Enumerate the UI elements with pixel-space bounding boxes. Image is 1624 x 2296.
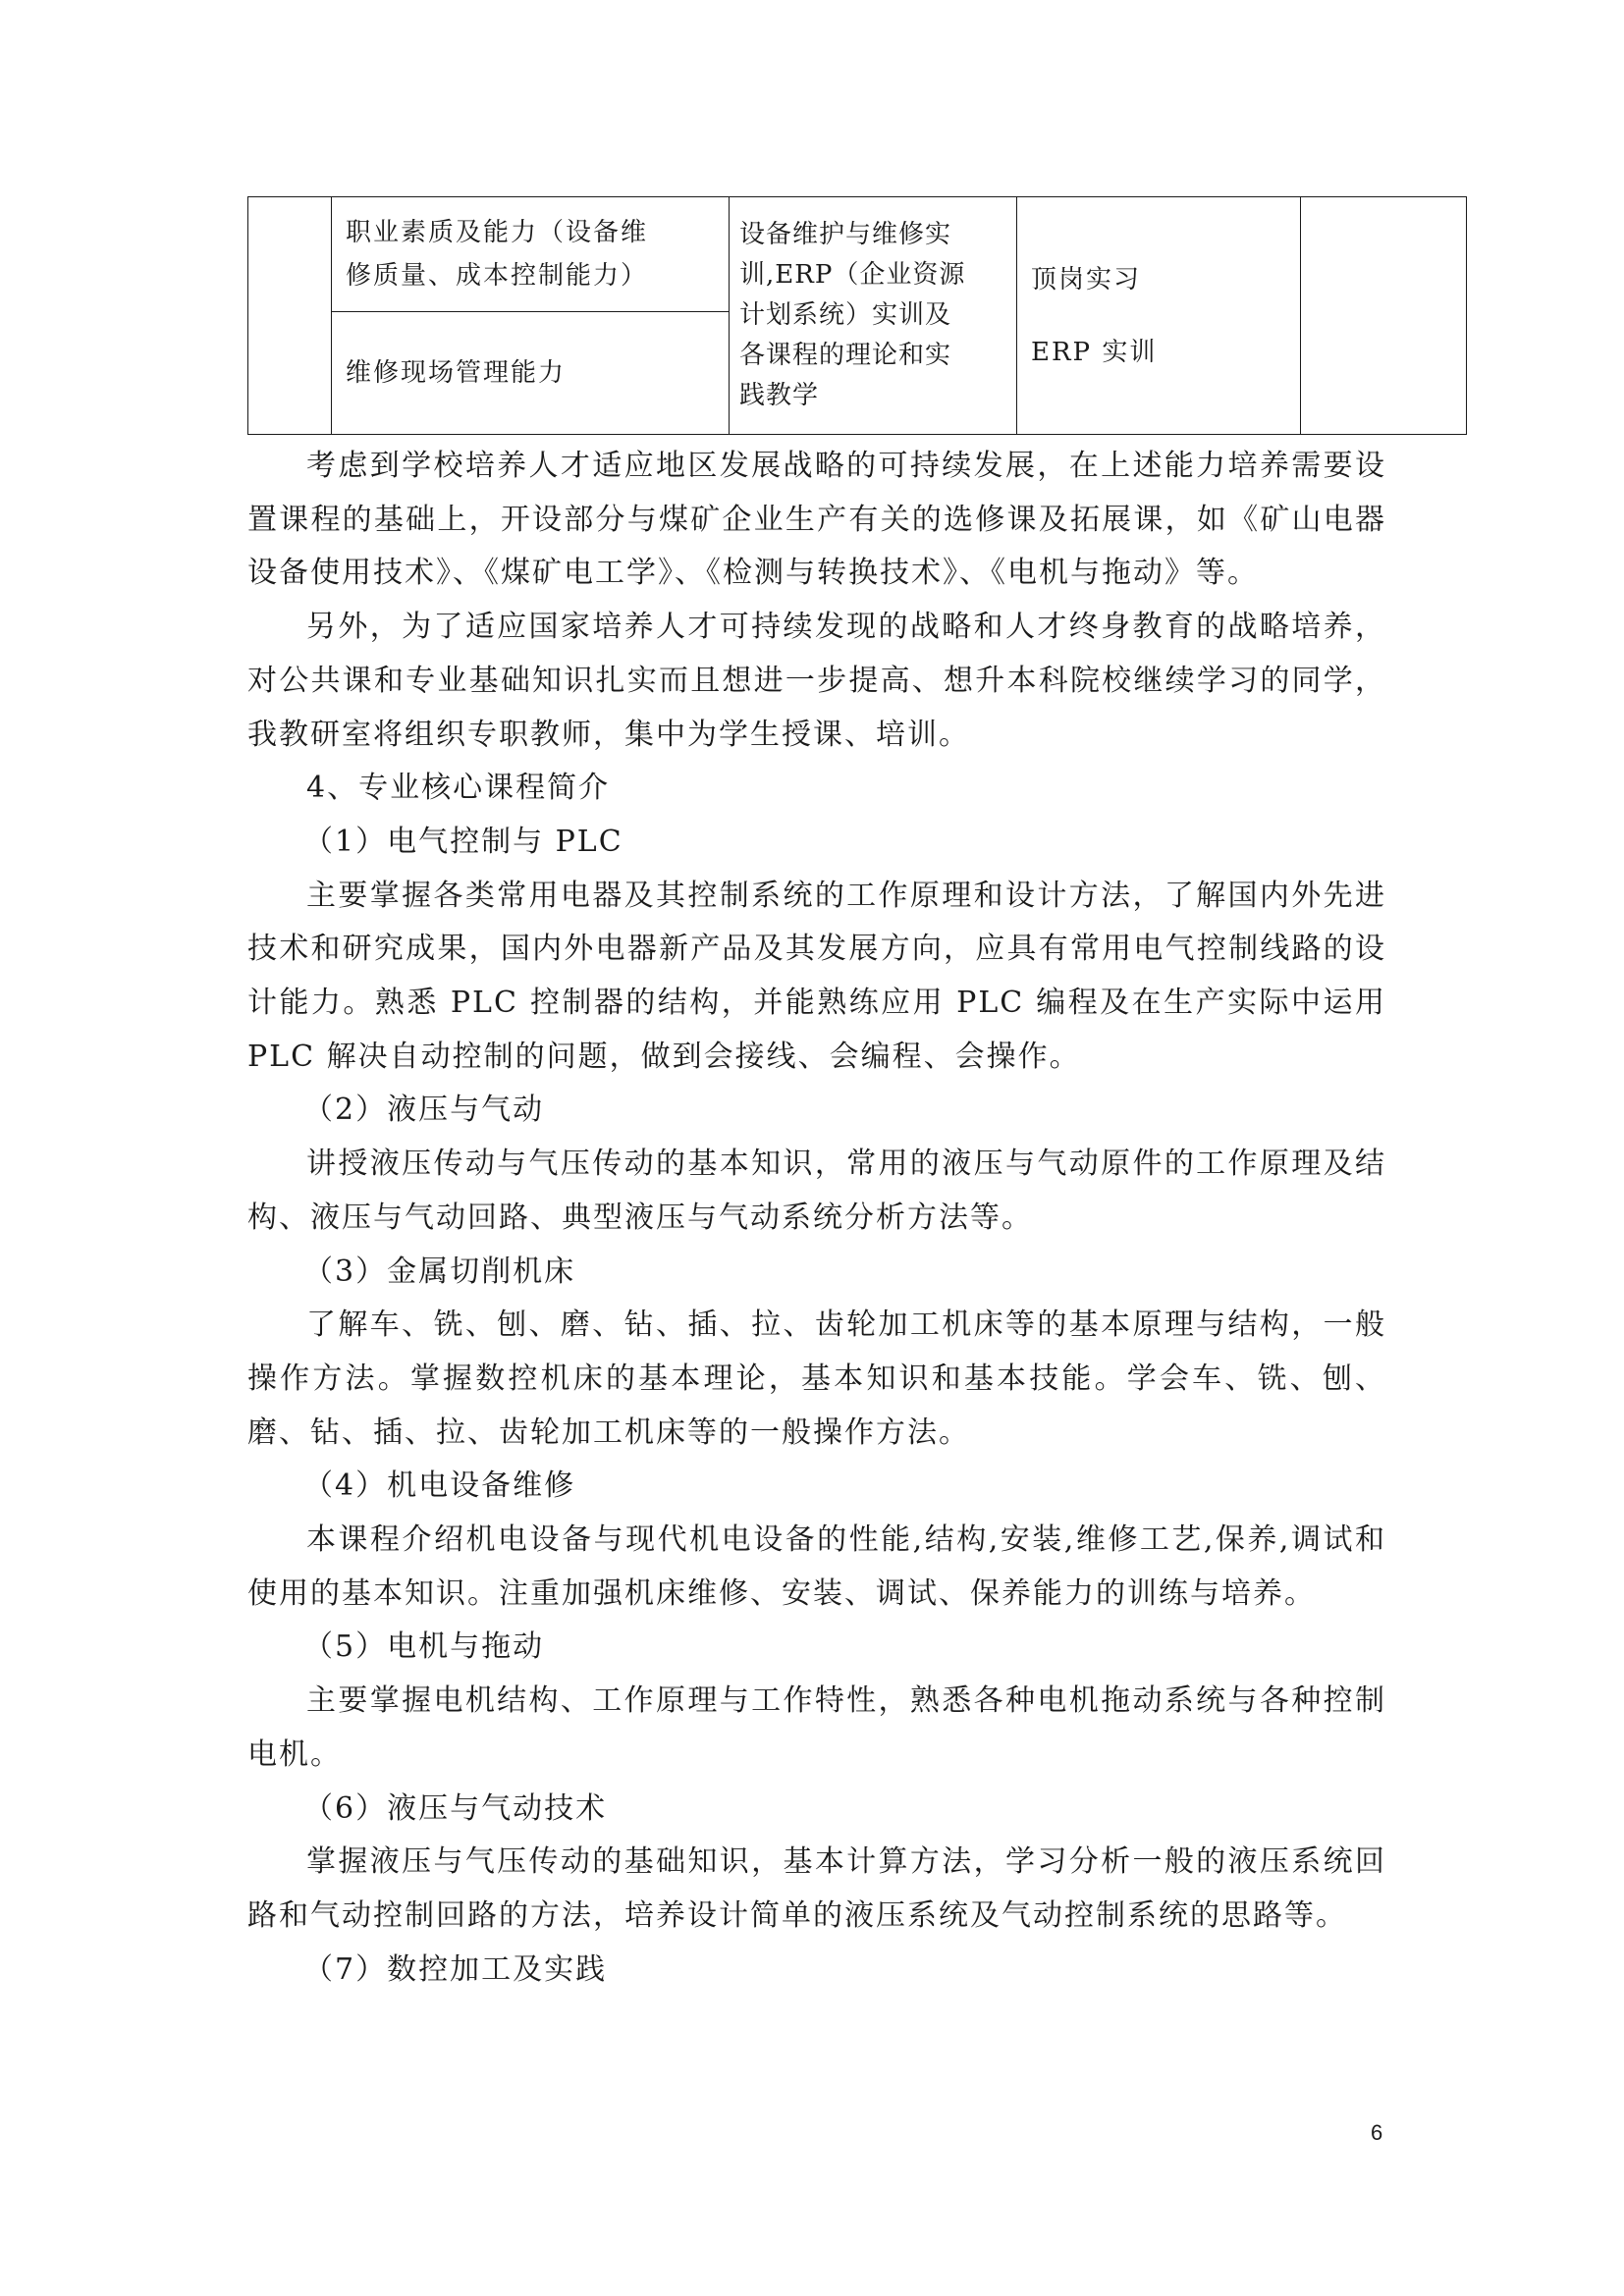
subsection-heading: （1）电气控制与 PLC — [303, 824, 623, 859]
subsection-heading: （3）金属切削机床 — [303, 1254, 576, 1289]
paragraph: 考虑到学校培养人才适应地区发展战略的可持续发展，在上述能力培养需要设置课程的基础上，开设部分与煤矿企业生产有关的选修课及拓展课，如《矿山电器设备使用技术》、《煤矿电工学》、《检测与转换技术》、《电机与拖动》等。 — [247, 449, 1386, 591]
paragraph: 主要掌握各类常用电器及其控制系统的工作原理和设计方法，了解国内外先进技术和研究成果，国内外电器新产品及其发展方向，应具有常用电气控制线路的设计能力。熟悉 PLC 控制器的结构，并能熟练应用 PLC 编程及在生产实际中运用 PLC 解决自动控制的问题，做到会接线、会编程、会操作。 — [247, 878, 1386, 1074]
table-cell-practice — [1017, 197, 1301, 435]
courses-line: 训,ERP（企业资源 — [739, 260, 966, 290]
subsection-heading: （5）电机与拖动 — [303, 1629, 545, 1665]
table-row — [248, 197, 1467, 312]
section-heading: 4、专业核心课程简介 — [306, 771, 611, 806]
body-text — [247, 440, 1386, 1997]
courses-line: 践教学 — [739, 381, 820, 410]
practice-line: ERP 实训 — [1031, 337, 1158, 367]
paragraph: 另外，为了适应国家培养人才可持续发现的战略和人才终身教育的战略培养，对公共课和专业基础知识扎实而且想进一步提高、想升本科院校继续学习的同学，我教研室将组织专职教师，集中为学生授课、培训。 — [247, 610, 1386, 752]
courses-line: 计划系统）实训及 — [739, 300, 952, 330]
paragraph: 掌握液压与气压传动的基础知识，基本计算方法，学习分析一般的液压系统回路和气动控制回路的方法，培养设计简单的液压系统及气动控制系统的思路等。 — [247, 1844, 1386, 1933]
table-cell-blank-left — [248, 197, 332, 435]
ability-line: 修质量、成本控制能力） — [346, 261, 649, 291]
courses-line: 设备维护与维修实 — [739, 220, 952, 249]
table-cell-ability: 维修现场管理能力 — [332, 312, 730, 435]
paragraph: 了解车、铣、刨、磨、钻、插、拉、齿轮加工机床等的基本原理与结构，一般操作方法。掌握数控机床的基本理论，基本知识和基本技能。学会车、铣、刨、磨、钻、插、拉、齿轮加工机床等的一般操作方法。 — [247, 1308, 1386, 1450]
subsection-heading: （6）液压与气动技术 — [303, 1790, 608, 1826]
courses-line: 各课程的理论和实 — [739, 341, 952, 370]
page-number: 6 — [1371, 2120, 1383, 2145]
subsection-heading: （7）数控加工及实践 — [303, 1951, 608, 1987]
ability-course-table — [247, 196, 1467, 435]
paragraph: 本课程介绍机电设备与现代机电设备的性能,结构,安装,维修工艺,保养,调试和使用的基本知识。注重加强机床维修、安装、调试、保养能力的训练与培养。 — [247, 1522, 1386, 1611]
table-cell-blank-right — [1301, 197, 1467, 435]
paragraph: 讲授液压传动与气压传动的基本知识，常用的液压与气动原件的工作原理及结构、液压与气动回路、典型液压与气动系统分析方法等。 — [247, 1147, 1386, 1235]
ability-line: 职业素质及能力（设备维 — [346, 218, 649, 247]
practice-line: 顶岗实习 — [1031, 264, 1142, 294]
subsection-heading: （4）机电设备维修 — [303, 1468, 576, 1504]
paragraph: 主要掌握电机结构、工作原理与工作特性，熟悉各种电机拖动系统与各种控制电机。 — [247, 1683, 1386, 1772]
table-cell-ability — [332, 197, 730, 312]
table-cell-courses — [730, 197, 1017, 435]
subsection-heading: （2）液压与气动 — [303, 1093, 545, 1128]
